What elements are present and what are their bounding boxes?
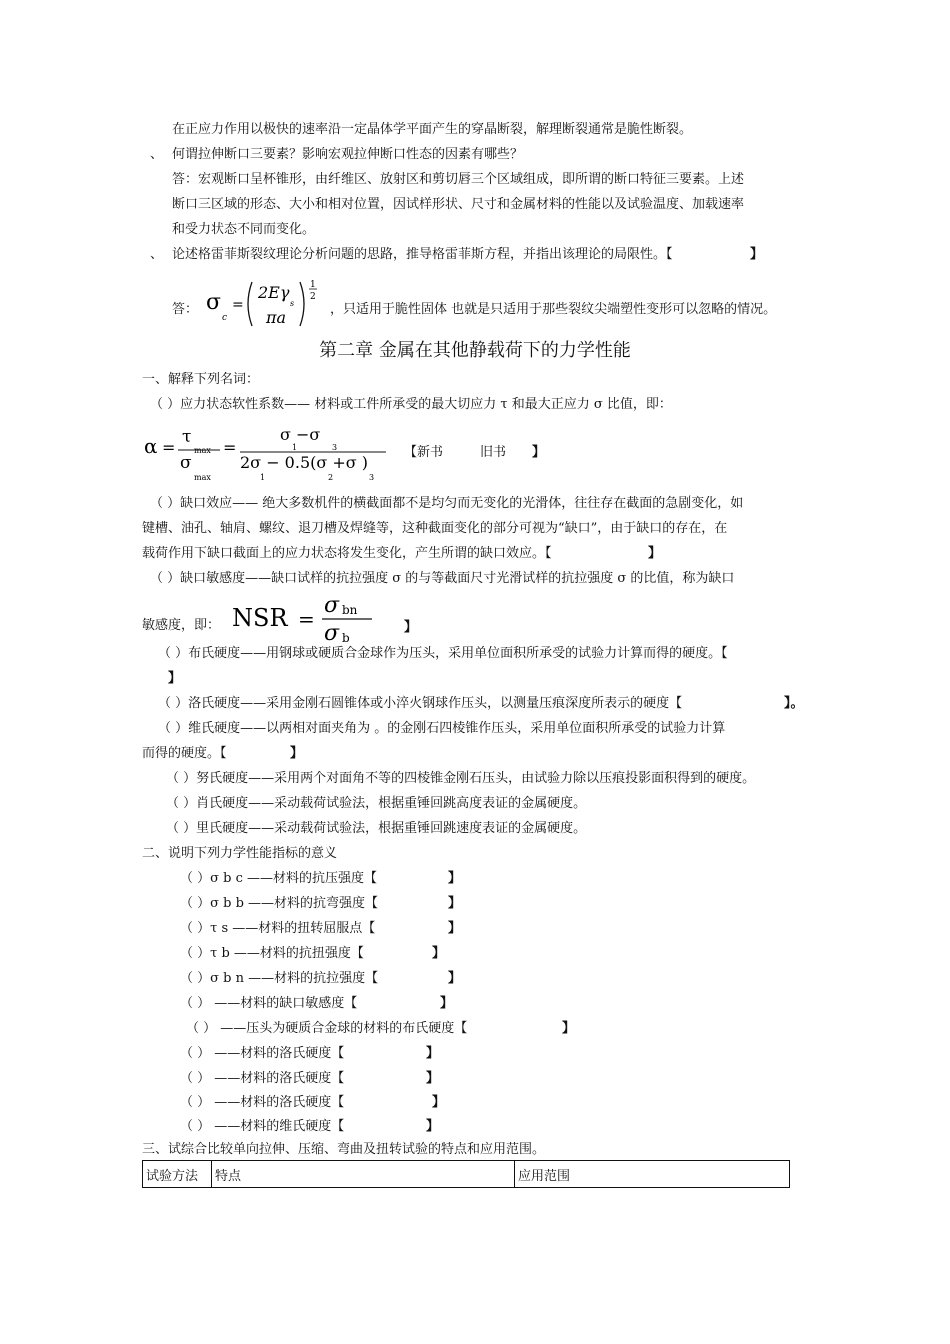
formula-denominator: σ	[180, 453, 192, 473]
formula-subscript: bn	[342, 603, 358, 617]
formula-exponent: 2	[310, 292, 316, 302]
softness-coefficient-formula	[142, 420, 402, 488]
answer-bracket-close: 】	[426, 1046, 440, 1061]
definition-item: （ ）应力状态软性系数—— 材料或工件所承受的最大切应力 τ 和最大正应力 σ 比值，即：	[150, 397, 672, 412]
answer-bracket-close: 】	[448, 921, 462, 936]
indicator-item: （ ） ——材料的洛氏硬度【	[180, 1095, 345, 1110]
indicator-item: （ ）σ b b ——材料的抗弯强度【	[180, 896, 379, 911]
indicator-item: （ ） ——材料的洛氏硬度【	[180, 1046, 345, 1061]
answer-text: ，只适用于脆性固体 也就是只适用于那些裂纹尖端塑性变形可以忽略的情况。	[330, 302, 777, 317]
formula-subscript: c	[222, 313, 228, 323]
formula-operator: =	[232, 297, 244, 313]
formula-operator: =	[223, 438, 237, 457]
indicator-item: （ ） ——材料的洛氏硬度【	[180, 1071, 345, 1086]
nsr-formula	[228, 592, 378, 650]
answer-bracket-close: 】	[448, 871, 462, 886]
formula-operator: =	[298, 607, 315, 631]
answer-bracket-close: 】	[168, 671, 182, 686]
formula-denominator: σ	[324, 621, 340, 646]
definition-item: （ ）缺口效应—— 绝大多数机件的横截面都不是均匀而无变化的光滑体，往往存在截面的急剧变化，如	[150, 496, 744, 511]
answer-line: 断口三区域的形态、大小和相对位置，因试样形状、尺寸和金属材料的性能以及试验温度、加载速率	[172, 197, 745, 212]
indicator-item: （ ） ——材料的维氏硬度【	[180, 1119, 345, 1134]
answer-bracket-close: 】	[750, 247, 764, 262]
section-heading: 二、说明下列力学性能指标的意义	[142, 846, 338, 861]
chapter-title: 第二章 金属在其他静载荷下的力学性能	[319, 340, 631, 361]
question-marker: 、	[150, 247, 164, 262]
answer-bracket-close: 】	[426, 1071, 440, 1086]
table-header-cell: 应用范围	[515, 1161, 790, 1188]
formula-symbol: α	[144, 434, 158, 458]
formula-numerator: τ	[182, 427, 192, 447]
answer-bracket-close: 】。	[784, 696, 804, 711]
formula-numerator: σ −σ	[280, 425, 321, 444]
section-heading: 三、试综合比较单向拉伸、压缩、弯曲及扭转试验的特点和应用范围。	[142, 1142, 546, 1157]
source-tag: 旧书	[480, 445, 507, 460]
definition-item: （ ）肖氏硬度——采动载荷试验法，根据重锤回跳高度表证的金属硬度。	[166, 796, 587, 811]
answer-prefix: 答：	[172, 302, 199, 317]
definition-item: （ ）努氏硬度——采用两个对面角不等的四棱锥金刚石压头，由试验力除以压痕投影面积得到的硬度。	[166, 771, 756, 786]
question-text: 何谓拉伸断口三要素？影响宏观拉伸断口性态的因素有哪些？	[172, 147, 524, 162]
indicator-item: （ ）σ b c ——材料的抗压强度【	[180, 871, 378, 886]
formula-numerator: σ	[324, 593, 340, 618]
formula-denominator: πa	[266, 308, 287, 327]
table-header-row	[143, 1161, 790, 1188]
answer-bracket-close: 】	[290, 746, 304, 761]
table-header-cell: 试验方法	[143, 1161, 212, 1188]
formula-subscript: b	[342, 631, 350, 645]
answer-bracket-close: 】	[426, 1119, 440, 1134]
answer-line: 答：宏观断口呈杯锥形，由纤维区、放射区和剪切唇三个区域组成，即所谓的断口特征三要素。上述	[172, 172, 745, 187]
definition-line: 键槽、油孔、轴肩、螺纹、退刀槽及焊缝等，这种截面变化的部分可视为“缺口”，由于缺口的存在，在	[142, 521, 728, 536]
definition-line: 而得的硬度。【	[142, 746, 227, 761]
definition-item: （ ）里氏硬度——采动载荷试验法，根据重锤回跳速度表证的金属硬度。	[166, 821, 587, 836]
formula-subscript: max	[194, 446, 211, 455]
indicator-item: （ ） ——压头为硬质合金球的材料的布氏硬度【	[186, 1021, 468, 1036]
definition-item: （ ）维氏硬度——以两相对面夹角为 。的金刚石四棱锥作压头，采用单位面积所承受的试验力计算	[158, 721, 726, 736]
table-header-cell: 特点	[212, 1161, 515, 1188]
paragraph-line: 在正应力作用以极快的速率沿一定晶体学平面产生的穿晶断裂，解理断裂通常是脆性断裂。	[172, 122, 693, 137]
source-tag-close: 】	[532, 445, 546, 460]
indicator-item: （ ）τ s ——材料的扭转屈服点【	[180, 921, 376, 936]
definition-line: 敏感度，即：	[142, 618, 221, 633]
question-marker: 、	[150, 147, 164, 162]
formula-denominator: 2σ − 0.5(σ +σ )	[240, 453, 369, 472]
answer-bracket-close: 】	[440, 996, 454, 1011]
indicator-item: （ ）τ b ——材料的抗扭强度【	[180, 946, 364, 961]
indicator-item: （ ）σ b n ——材料的抗拉强度【	[180, 971, 379, 986]
answer-bracket-close: 】	[562, 1021, 576, 1036]
formula-subscript: 3	[369, 473, 375, 482]
definition-item: （ ）布氏硬度——用钢球或硬质合金球作为压头，采用单位面积所承受的试验力计算而得的硬度。【	[158, 646, 728, 661]
answer-bracket-close: 】	[648, 546, 662, 561]
section-heading: 一、解释下列名词：	[142, 372, 260, 387]
question-text: 论述格雷菲斯裂纹理论分析问题的思路，推导格雷菲斯方程，并指出该理论的局限性。【	[172, 247, 673, 262]
formula-symbol: NSR	[232, 604, 288, 632]
formula-exponent: 1	[310, 280, 316, 290]
definition-item: （ ）缺口敏感度——缺口试样的抗拉强度 σ 的与等截面尺寸光滑试样的抗拉强度 σ 的比值，称为缺口	[150, 571, 735, 586]
formula-subscript: s	[290, 299, 295, 308]
answer-bracket-close: 】	[432, 946, 446, 961]
indicator-item: （ ） ——材料的缺口敏感度【	[180, 996, 358, 1011]
definition-line: 载荷作用下缺口截面上的应力状态将发生变化，产生所谓的缺口效应。【	[142, 546, 552, 561]
formula-subscript: max	[194, 473, 211, 482]
griffith-formula	[200, 274, 330, 334]
definition-item: （ ）洛氏硬度——采用金刚石圆锥体或小淬火钢球作压头，以测量压痕深度所表示的硬度【	[158, 696, 683, 711]
formula-subscript: 1	[292, 443, 298, 452]
formula-subscript: 3	[332, 443, 338, 452]
formula-operator: =	[162, 438, 176, 457]
answer-bracket-close: 】	[432, 1095, 446, 1110]
formula-symbol: σ	[206, 290, 222, 315]
formula-numerator: 2Eγ	[258, 283, 290, 302]
answer-line: 和受力状态不同而变化。	[172, 222, 316, 237]
comparison-table	[142, 1160, 790, 1188]
answer-bracket-close: 】	[448, 896, 462, 911]
source-tag: 【新书	[404, 445, 444, 460]
formula-subscript: 2	[328, 473, 334, 482]
formula-subscript: 1	[260, 473, 266, 482]
answer-bracket-close: 】	[448, 971, 462, 986]
answer-bracket-close: 】	[404, 620, 418, 635]
